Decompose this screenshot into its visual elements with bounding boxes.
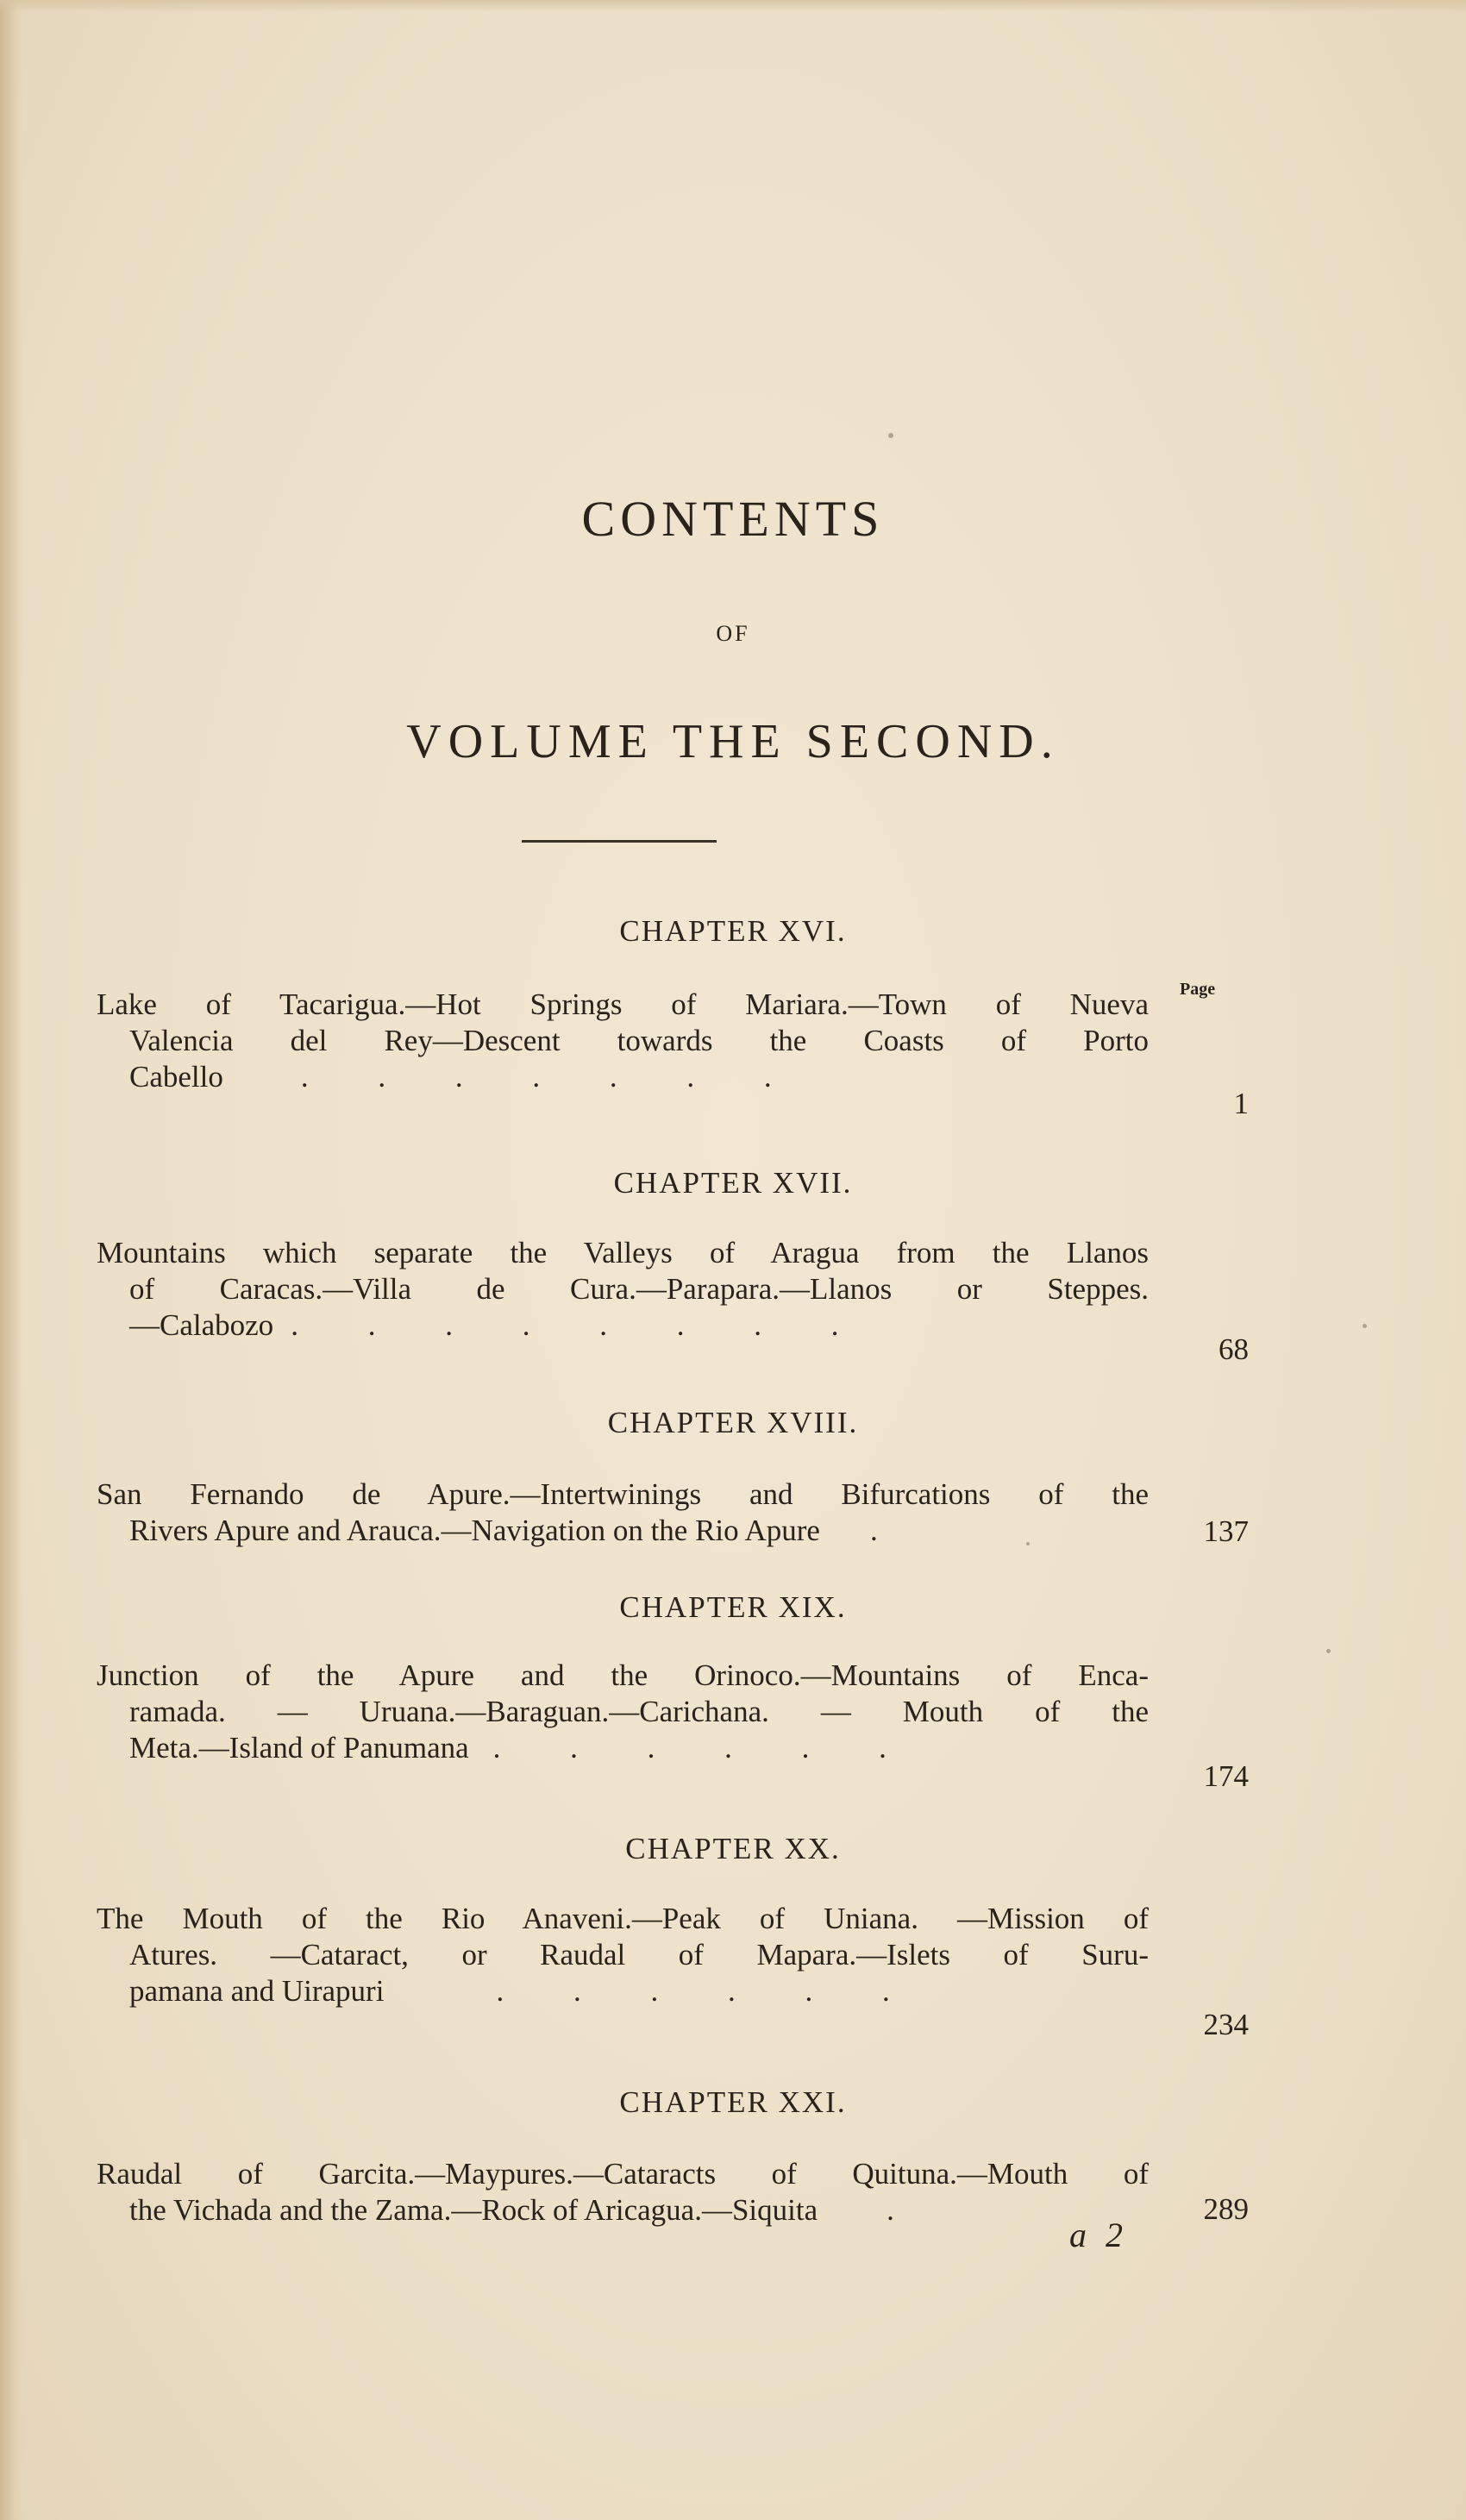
contents-title: CONTENTS	[581, 491, 885, 547]
chapter-xviii-summary	[97, 1476, 1149, 1549]
title-rule	[522, 840, 717, 843]
summary-line-final	[97, 1513, 1149, 1549]
summary-line-text: pamana and Uirapuri	[129, 1974, 385, 2008]
chapter-heading-xvii: CHAPTER XVII.	[613, 1166, 853, 1200]
leader-dots: . . . . . . .	[300, 1060, 772, 1094]
chapter-xvii-page-number: 68	[1219, 1332, 1249, 1366]
chapter-xvii-summary	[97, 1235, 1149, 1344]
leader-dots: . . . . . .	[496, 1974, 890, 2008]
summary-line: The Mouth of the Rio Anaveni.—Peak of Uniana. —Mission of	[97, 1902, 1149, 1935]
volume-title: VOLUME THE SECOND.	[406, 715, 1060, 768]
chapter-heading-xxi: CHAPTER XXI.	[619, 2085, 847, 2119]
of-title: OF	[716, 621, 750, 646]
paper-speck	[1363, 1324, 1367, 1328]
chapter-xix-page-number: 174	[1203, 1759, 1249, 1793]
summary-line: of Caracas.—Villa de Cura.—Parapara.—Llanos or Steppes.	[129, 1272, 1149, 1306]
paper-speck	[1326, 1649, 1331, 1653]
leader-dots: . . . . . . . .	[291, 1308, 839, 1342]
summary-line: San Fernando de Apure.—Intertwinings and Bifurcations of the	[97, 1477, 1149, 1511]
chapter-xix-summary	[97, 1658, 1149, 1766]
summary-line-text: the Vichada and the Zama.—Rock of Aricagua.—Siquita	[129, 2193, 818, 2227]
summary-line-final	[97, 1059, 1149, 1095]
summary-line-text: Meta.—Island of Panumana	[129, 1731, 469, 1765]
summary-line-final	[97, 2192, 1149, 2229]
signature-mark: a 2	[1069, 2216, 1128, 2254]
summary-line-final	[97, 1730, 1149, 1766]
chapter-xx-summary	[97, 1901, 1149, 2009]
paper-speck	[888, 433, 893, 438]
chapter-xx-page-number: 234	[1203, 2008, 1249, 2041]
page-column-label: Page	[1180, 980, 1216, 999]
leader-dots: . . . . . .	[492, 1731, 886, 1765]
chapter-xviii-page-number: 137	[1203, 1514, 1249, 1548]
leader-dots: .	[886, 2193, 894, 2227]
summary-line: Atures. —Cataract, or Raudal of Mapara.—Islets of Suru-	[129, 1938, 1149, 1971]
chapter-xvi-summary	[97, 987, 1149, 1095]
summary-line-final	[97, 1973, 1149, 2009]
summary-line-text: Cabello	[129, 1060, 223, 1094]
chapter-xxi-summary	[97, 2156, 1149, 2229]
chapter-heading-xvi: CHAPTER XVI.	[619, 914, 847, 948]
chapter-xxi-page-number: 289	[1203, 2192, 1249, 2226]
chapter-heading-xix: CHAPTER XIX.	[619, 1590, 847, 1624]
summary-line: Junction of the Apure and the Orinoco.—Mountains of Enca-	[97, 1658, 1149, 1692]
page-top-edge	[0, 0, 1466, 12]
summary-line-text: Rivers Apure and Arauca.—Navigation on the Rio Apure	[129, 1514, 820, 1547]
leader-dots: .	[869, 1514, 878, 1547]
chapter-xvi-page-number: 1	[1233, 1087, 1249, 1120]
summary-line: Mountains which separate the Valleys of Aragua from the Llanos	[97, 1236, 1149, 1269]
page-gutter-shadow	[0, 0, 22, 2520]
summary-line: ramada. — Uruana.—Baraguan.—Carichana. — Mouth of the	[129, 1695, 1149, 1728]
summary-line-final	[97, 1307, 1149, 1344]
summary-line-text: —Calabozo	[129, 1308, 274, 1342]
summary-line: Raudal of Garcita.—Maypures.—Cataracts of Quituna.—Mouth of	[97, 2157, 1149, 2191]
chapter-heading-xx: CHAPTER XX.	[625, 1832, 841, 1865]
chapter-heading-xviii: CHAPTER XVIII.	[607, 1406, 859, 1439]
paper-speck	[1026, 1542, 1030, 1545]
summary-line: Valencia del Rey—Descent towards the Coasts of Porto	[129, 1024, 1149, 1057]
summary-line: Lake of Tacarigua.—Hot Springs of Mariara.—Town of Nueva	[97, 987, 1149, 1021]
